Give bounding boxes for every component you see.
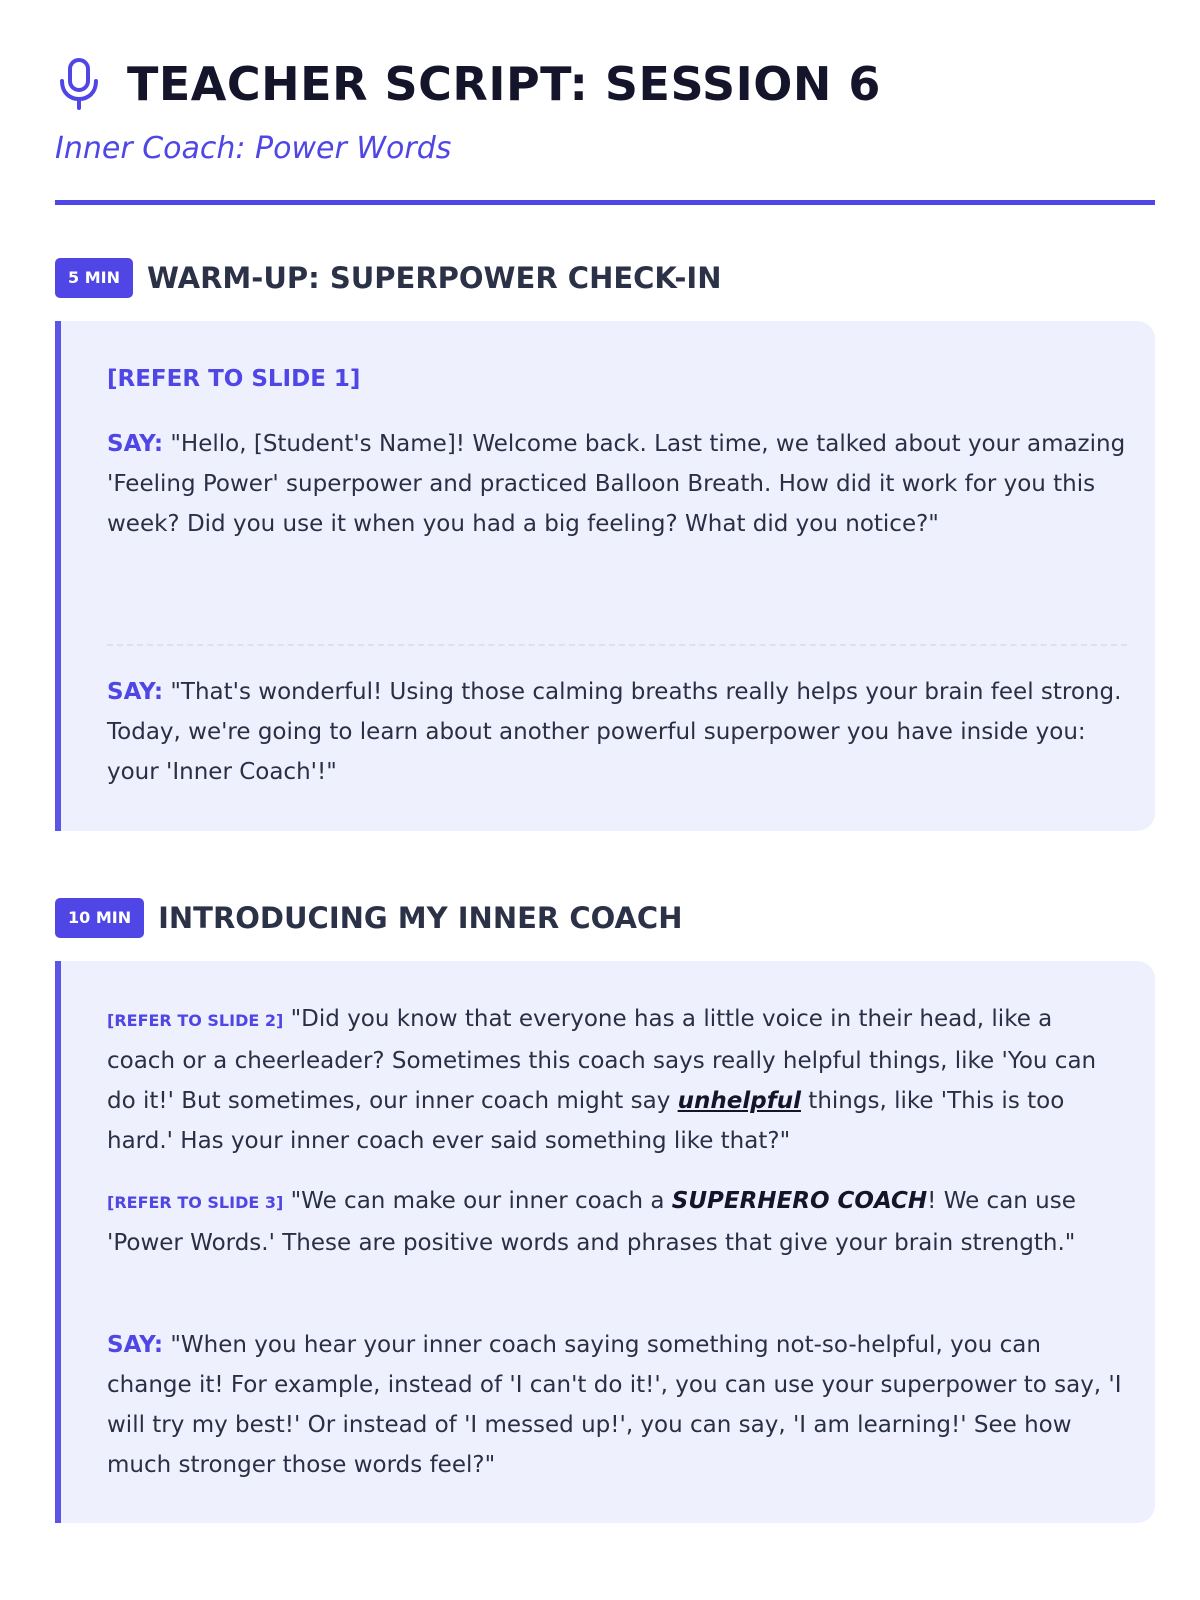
say-label: SAY: <box>107 431 164 457</box>
script-text: "Hello, [Student's Name]! Welcome back. Last time, we talked about your amazing 'Feeling Power' superpower and practiced Balloon Breath. How did it work for you this week? Did you use it when you had a big feeling? What did you notice?" <box>107 431 1126 537</box>
script-text: "Did you know that everyone has a little voice in their head, like a coach or a cheerleader? Sometimes this coach says really helpful things, like 'You can do it!' But sometimes, our inner coach might say <box>107 1006 1097 1114</box>
slide-reference-label: [REFER TO SLIDE 1] <box>107 366 361 392</box>
time-badge: 10 MIN <box>55 898 144 938</box>
page-header <box>55 52 1155 166</box>
say-paragraph <box>107 424 1127 544</box>
slide-reference-label: [REFER TO SLIDE 3] <box>107 1193 284 1212</box>
title-row <box>55 52 1155 116</box>
slide-reference <box>107 359 1127 399</box>
dashed-divider <box>107 644 1127 646</box>
say-paragraph <box>107 672 1127 792</box>
say-paragraph <box>107 1325 1127 1485</box>
say-label: SAY: <box>107 1332 164 1358</box>
section-heading-warm-up <box>55 258 721 298</box>
script-card-inner-coach <box>55 961 1155 1523</box>
section-heading-inner-coach <box>55 898 682 938</box>
script-text: "We can make our inner coach a <box>283 1188 672 1214</box>
script-text: ! We can use 'Power Words.' These are positive words and phrases that give your brain strength." <box>107 1188 1076 1256</box>
emphasis-word: unhelpful <box>677 1088 801 1114</box>
header-divider <box>55 200 1155 205</box>
say-label: SAY: <box>107 679 164 705</box>
microphone-icon <box>55 56 103 112</box>
script-card-warm-up <box>55 321 1155 831</box>
slide-reference-label: [REFER TO SLIDE 2] <box>107 1011 284 1030</box>
script-text: "When you hear your inner coach saying something not-so-helpful, you can change it! For example, instead of 'I can't do it!', you can use your superpower to say, 'I will try my best!' Or instead of 'I messed up!', you can say, 'I am learning!' See how much stronger those words feel?" <box>107 1332 1122 1478</box>
time-badge: 5 MIN <box>55 258 133 298</box>
slide-paragraph <box>107 1181 1127 1263</box>
script-text: things, like 'This is too hard.' Has your inner coach ever said something like that?" <box>107 1088 1065 1154</box>
slide-paragraph <box>107 999 1127 1161</box>
script-text: "That's wonderful! Using those calming breaths really helps your brain feel strong. Today, we're going to learn about another powerful superpower you have inside you: your 'Inner Coach'!" <box>107 679 1122 785</box>
page-title: TEACHER SCRIPT: SESSION 6 <box>127 57 881 111</box>
emphasis-word: SUPERHERO COACH <box>671 1188 928 1214</box>
page-subtitle: Inner Coach: Power Words <box>55 131 452 166</box>
section-title: INTRODUCING MY INNER COACH <box>158 901 683 935</box>
section-title: WARM-UP: SUPERPOWER CHECK-IN <box>146 261 722 295</box>
